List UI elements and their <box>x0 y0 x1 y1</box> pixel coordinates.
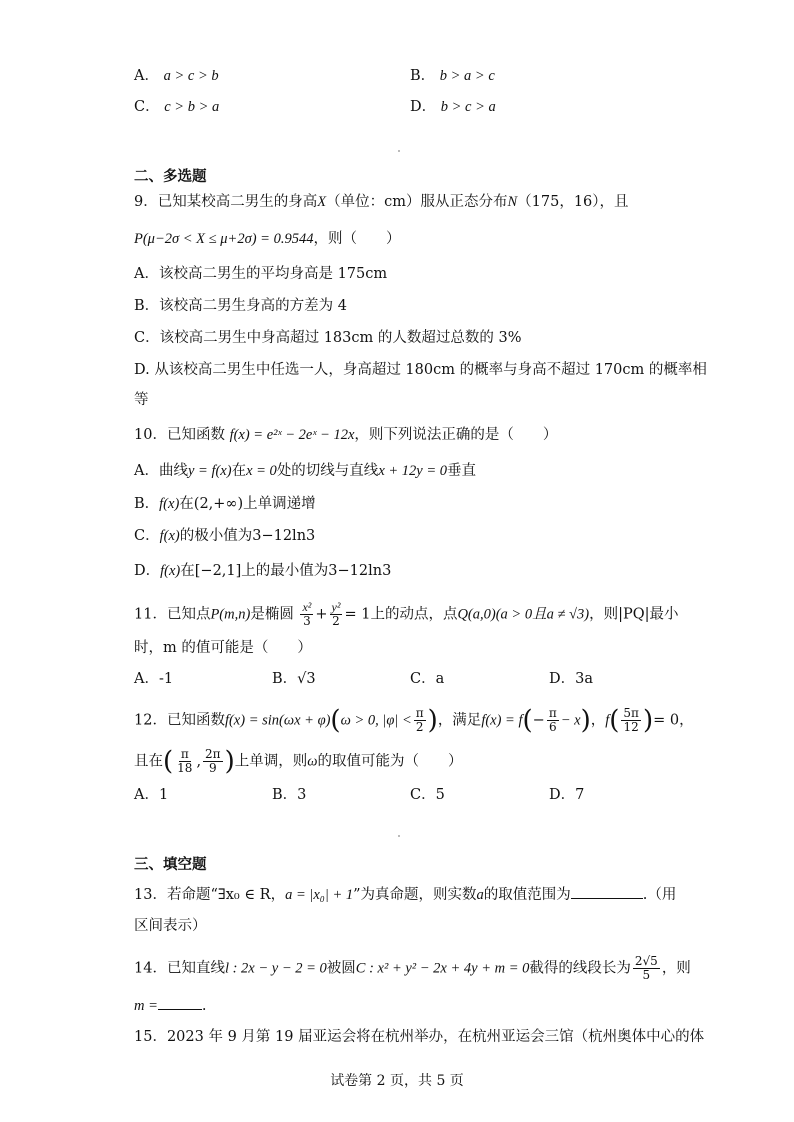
divider-dot <box>398 835 400 837</box>
q13-stem: 13．若命题“∃x₀ ∈ R，a = |x₀| + 1”为真命题，则实数a的取值范围为 .（用 <box>134 884 676 905</box>
q12-option-d: D．7 <box>549 787 585 803</box>
q15-stem: 15．2023 年 9 月第 19 届亚运会将在杭州举办，在杭州亚运会三馆（杭州奥体中心的体 <box>134 1029 705 1045</box>
q9-option-d-continued: 等 <box>134 392 149 408</box>
q9-formula: P(μ−2σ < X ≤ μ+2σ) = 0.9544，则（ ） <box>134 231 401 247</box>
divider-dot <box>398 150 400 152</box>
q12-option-c: C．5 <box>410 787 445 803</box>
q10-stem: 10．已知函数 f(x) = e²ˣ − 2eˣ − 12x，则下列说法正确的是（ ） <box>134 427 558 443</box>
q14-stem: 14．已知直线l : 2x − y − 2 = 0被圆C : x² + y² − 2x + 4y + m = 0截得的线段长为 $\frac{2√5}{5}$ ，则 <box>134 954 691 982</box>
q14-stem-continued: m = . <box>134 995 207 1016</box>
q11-option-a: A．-1 <box>134 671 174 687</box>
answer-blank[interactable] <box>158 995 202 1010</box>
answer-blank[interactable] <box>571 884 643 899</box>
q12-option-a: A．1 <box>134 787 169 803</box>
q11-option-c: C．a <box>410 671 445 687</box>
q10-option-a: A．曲线y = f(x)在x = 0处的切线与直线x + 12y = 0垂直 <box>134 463 477 479</box>
q9-stem: 9．已知某校高二男生的身高X（单位：cm）服从正态分布N（175，16），且 <box>134 194 629 210</box>
q11-option-b: B．√3 <box>272 671 316 687</box>
q8-option-b: B． b > a > c <box>410 68 495 84</box>
q8-option-d: D． b > c > a <box>410 99 496 115</box>
ellipse-fraction-x: $\frac{\text{x²}}{3}$ <box>302 600 312 628</box>
q11-option-d: D．3a <box>549 671 593 687</box>
q9-option-c: C．该校高二男生中身高超过 183cm 的人数超过总数的 3% <box>134 330 522 346</box>
q11-stem: 11．已知点P(m,n)是椭圆 $\frac{\text{x²}}{3}$ + $\frac{\text{y²}}{2}$ = 1上的动点，点Q(a,0)(a > 0且a ≠ √3)，则|PQ|最小 <box>134 600 679 628</box>
q10-option-b: B．f(x)在(2,+∞)上单调递增 <box>134 496 316 512</box>
q9-option-b: B．该校高二男生身高的方差为 4 <box>134 298 347 314</box>
ellipse-fraction-y: $\frac{\text{y²}}{2}$ <box>331 600 341 628</box>
section-title-multiple-choice: 二、多选题 <box>134 169 207 185</box>
q10-option-c: C．f(x)的极小值为3−12ln3 <box>134 528 316 544</box>
page-footer: 试卷第 2 页，共 5 页 <box>330 1073 464 1089</box>
section-title-fill-in: 三、填空题 <box>134 857 207 873</box>
q10-option-d: D．f(x)在[−2,1]上的最小值为3−12ln3 <box>134 563 392 579</box>
q11-stem-continued: 时，m 的值可能是（ ） <box>134 640 312 656</box>
q8-option-c: C． c > b > a <box>134 99 220 115</box>
q12-stem-continued: 且在( $\frac{\pi}{18}$ , $\frac{2\pi}{9}$ )上单调，则ω的取值可能为（ ） <box>134 746 463 777</box>
q12-option-b: B．3 <box>272 787 307 803</box>
q8-option-a: A． a > c > b <box>134 68 219 84</box>
q9-option-a: A．该校高二男生的平均身高是 175cm <box>134 266 388 282</box>
q9-option-d: D. 从该校高二男生中任选一人，身高超过 180cm 的概率与身高不超过 170cm 的概率相 <box>134 362 707 378</box>
q13-stem-continued: 区间表示） <box>134 918 207 934</box>
q12-stem: 12．已知函数f(x) = sin(ωx + φ)(ω > 0, |φ| < $\frac{\pi}{2}$ )，满足f(x) = f(− $\frac{\pi}{6}$ − x)，f( $\frac{5\pi}{12}$ )= 0， <box>134 705 694 736</box>
